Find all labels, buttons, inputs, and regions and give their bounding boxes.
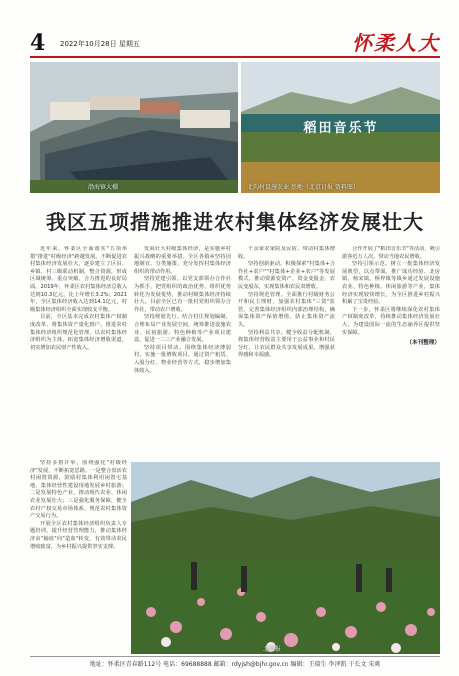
footer-rule [30, 656, 440, 657]
footer-address: 地址：怀柔区青春路112号 [89, 661, 162, 668]
issue-date-line [60, 39, 140, 49]
article-column-1-continued [30, 460, 127, 656]
paragraph: 近年来，怀柔区全面落实"五项举措"推进"村级经济"跨越发展。不断促进农村集体经济发展壮大，逐步建立了区县、乡镇、村三级联动机制，整合资源，形成区域统筹、重点突破、合力推进的良好局面。2019年，怀柔区农村集体经济总收入达到10.3亿元，比上年增长3.2%；2021年，全区集体经济收入达到14.1亿元，村级集体经济组织全面实现收支平衡。 [30, 246, 127, 313]
flower-field-illustration [131, 462, 440, 654]
page-number: 4 [30, 30, 46, 56]
article-column-3 [238, 246, 335, 460]
flower-field-photo [131, 462, 440, 654]
paragraph: 坚持多措并举，围绕强化"村级经济"发展，不断拓宽思路。一是整合盘活农村闲置资源，鼓励村集体利用闲置宅基地、集体经营性建设用地发展乡村旅游；二是发展特色产业，推动现代农业、休闲农业发展壮大；三是强化服务保障，健全农村产权交易市场体系，规范农村集体资产交易行为。 [30, 460, 127, 520]
footer-email: 邮箱：rdyjsh@bjhr.gov.cn [213, 661, 289, 668]
rice-festival-photo [241, 62, 440, 193]
issue-weekday: 星期五 [118, 40, 140, 48]
footer [30, 659, 440, 668]
footer-phone: 电话：69688888 [163, 661, 212, 668]
article-byline: （本刊整理） [406, 340, 440, 347]
paragraph: 开展全区农村集体经济组织负责人专题培训，提升经营管理能力，推动集体经济由"输血"向"造血"转变，有效带动农民增收致富，为乡村振兴提供坚实支撑。 [30, 520, 127, 550]
photo-caption-bottom: 北京报 [263, 646, 282, 653]
article-column-4 [342, 246, 440, 460]
paragraph: 坚持利益共享。健全收益分配机制，将集体经营收益主要用于公益事业和村民分红，让农民群众共享发展成果，增强获得感和幸福感。 [238, 329, 335, 359]
photo-caption-left: 渤海镇大棚 [88, 184, 119, 191]
greenhouse-illustration [30, 62, 238, 193]
paragraph: 坚持引领示范。树立一批集体经济发展典型，以点带面，推广成功经验。北房镇、杨宋镇、桥梓镇等镇乡通过发展设施农业、特色种植、休闲旅游等产业，集体经济实现较快增长，为全区推进乡村振兴积累了宝贵经验。 [342, 261, 440, 306]
paper-name-logo: 怀柔人大 [352, 31, 440, 55]
photo-caption-right: 北沟村设施农业 基地（北京日报 资料图） [247, 184, 359, 191]
masthead [30, 30, 440, 56]
masthead-rule [30, 56, 440, 58]
paragraph: 合作开展了"稻田音乐节"等活动，吸引游客近万人次，带动当地农民增收。 [342, 246, 440, 260]
paragraph: 下一步，怀柔区将继续深化农村集体产权制度改革，持续推动集体经济发展壮大，为建设国际一流的生态涵养区提供坚实保障。 [342, 306, 440, 336]
paragraph: 坚持规范管理。全面推行村级财务公开和民主理财，加强农村集体"三资"监管，完善集体经济组织内部治理结构，确保集体资产保值增值，防止集体资产流失。 [238, 291, 335, 328]
greenhouse-photo [30, 62, 238, 193]
issue-date: 2022年10月28日 [60, 40, 117, 48]
article-column-1 [30, 246, 127, 460]
paragraph: 坚持党建引领。以党支部领办合作社为抓手，把党组织的政治优势、组织优势转化为发展优势，推动村级集体经济持续壮大。目前全区已有一批村党组织领办合作社，带动农户增收。 [134, 276, 231, 313]
festival-sign: 稻田音乐节 [303, 121, 379, 136]
paragraph: 目前，全区基本完成农村集体产权制度改革，将集体资产量化到户，推进农村集体经济组织规范化管理，以农村集体经济组织为主体，拓宽集体经济增收渠道，切实增加农民财产性收入。 [30, 314, 127, 351]
article-body [30, 246, 440, 460]
paragraph: 千余家农家院及民宿，带动村集体增收。 [238, 246, 335, 260]
paragraph: 坚持项目带动。围绕集体经济薄弱村，实施一批增收项目，通过资产租赁、入股分红、物业经营等方式，稳步增加集体收入。 [134, 344, 231, 374]
article-headline: 我区五项措施推进农村集体经济发展壮大 [46, 210, 424, 234]
paragraph: 发展壮大村级集体经济，是实施乡村振兴战略的重要举措。全区各镇乡坚持因地制宜、分类施策，充分发挥村集体经济组织的带动作用。 [134, 246, 231, 275]
paragraph: 坚持创新驱动。积极探索"村集体+合作社+农户""村集体+企业+农户"等发展模式，推动资源变资产、资金变股金、农民变股东，实现集体和农民双增收。 [238, 261, 335, 290]
paragraph: 坚持规划先行。结合村庄规划编制，合理布局产业发展空间，统筹推进设施农业、民宿旅游、特色种植等产业项目建设，促进一二三产业融合发展。 [134, 314, 231, 344]
article-column-2 [134, 246, 231, 460]
footer-editor: 编辑：王瑞生 李泽凯 于长文 宋爽 [290, 661, 381, 668]
